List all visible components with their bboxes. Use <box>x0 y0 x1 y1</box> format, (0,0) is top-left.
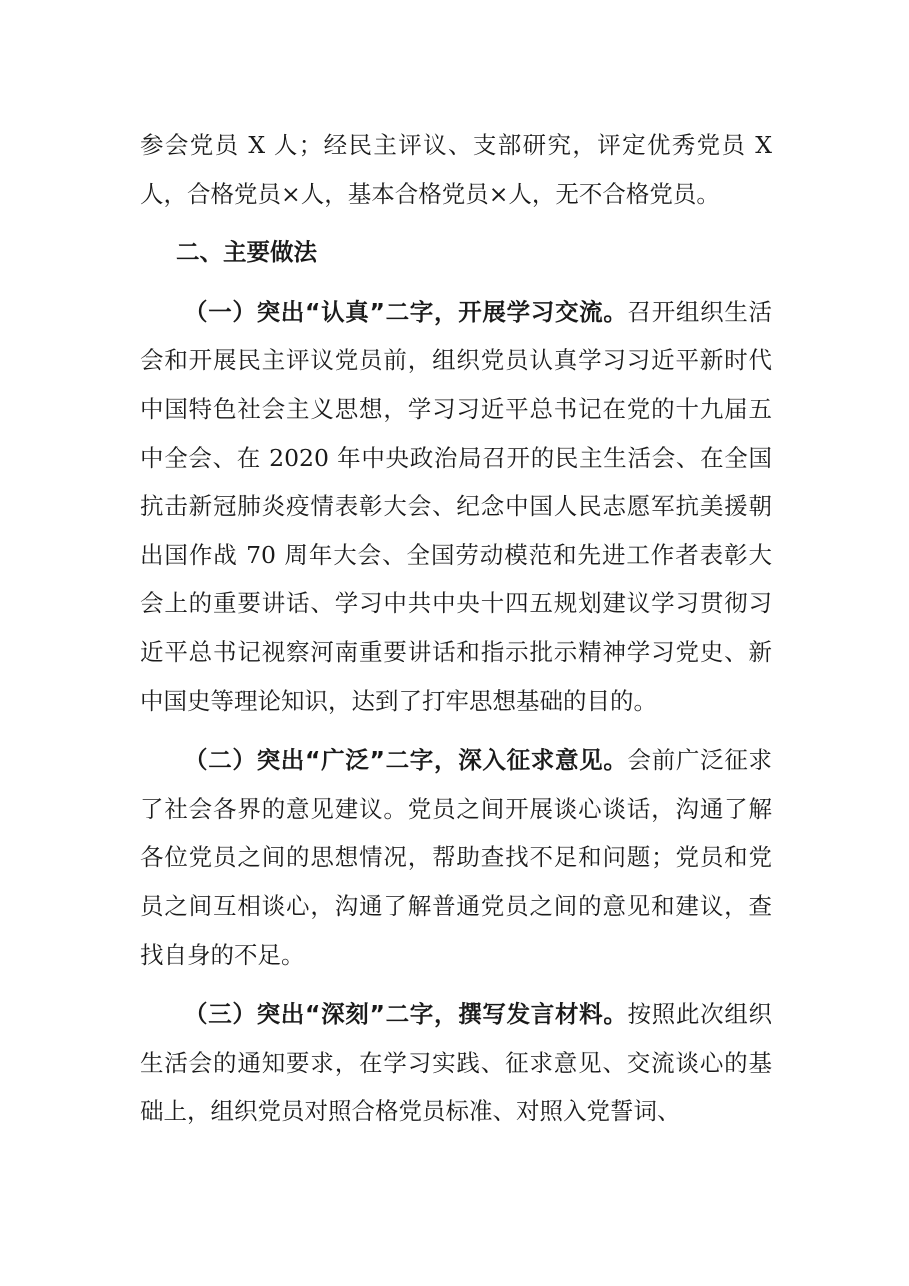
item-lead-1: （一）突出“认真”二字，开展学习交流。 <box>184 297 628 326</box>
item-body-2: 会前广泛征求了社会各界的意见建议。党员之间开展谈心谈话，沟通了解各位党员之间的思想情况，帮助查找不足和问题；党员和党员之间互相谈心，沟通了解普通党员之间的意见和建议，查找自身的不足。 <box>140 746 773 969</box>
item-lead-3: （三）突出“深刻”二字，撰写发言材料。 <box>184 1000 628 1029</box>
item-body-3: 按照此次组织生活会的通知要求，在学习实践、征求意见、交流谈心的基础上，组织党员对照合格党员标准、对照入党誓词、 <box>140 1000 773 1126</box>
item-lead-2: （二）突出“广泛”二字，深入征求意见。 <box>184 746 628 775</box>
item-paragraph-2 <box>140 736 772 979</box>
section-heading: 二、主要做法 <box>176 238 317 267</box>
document-page <box>140 121 772 1136</box>
item-paragraph-3 <box>140 990 772 1136</box>
item-body-1: 召开组织生活会和开展民主评议党员前，组织党员认真学习习近平新时代中国特色社会主义思想，学习习近平总书记在党的十九届五中全会、在 2020 年中央政治局召开的民主生活会、在全国抗击新冠肺炎疫情表彰大会、纪念中国人民志愿军抗美援朝出国作战 70 周年大会、全国劳动模范和先进工作者表彰大会上的重要讲话、学习中共中央十四五规划建议学习贯彻习近平总书记视察河南重要讲话和指示批示精神学习党史、新中国史等理论知识，达到了打牢思想基础的目的。 <box>140 297 773 715</box>
item-paragraph-1 <box>140 288 772 725</box>
intro-paragraph: 参会党员 X 人；经民主评议、支部研究，评定优秀党员 X 人，合格党员×人，基本合格党员×人，无不合格党员。 <box>140 131 772 208</box>
